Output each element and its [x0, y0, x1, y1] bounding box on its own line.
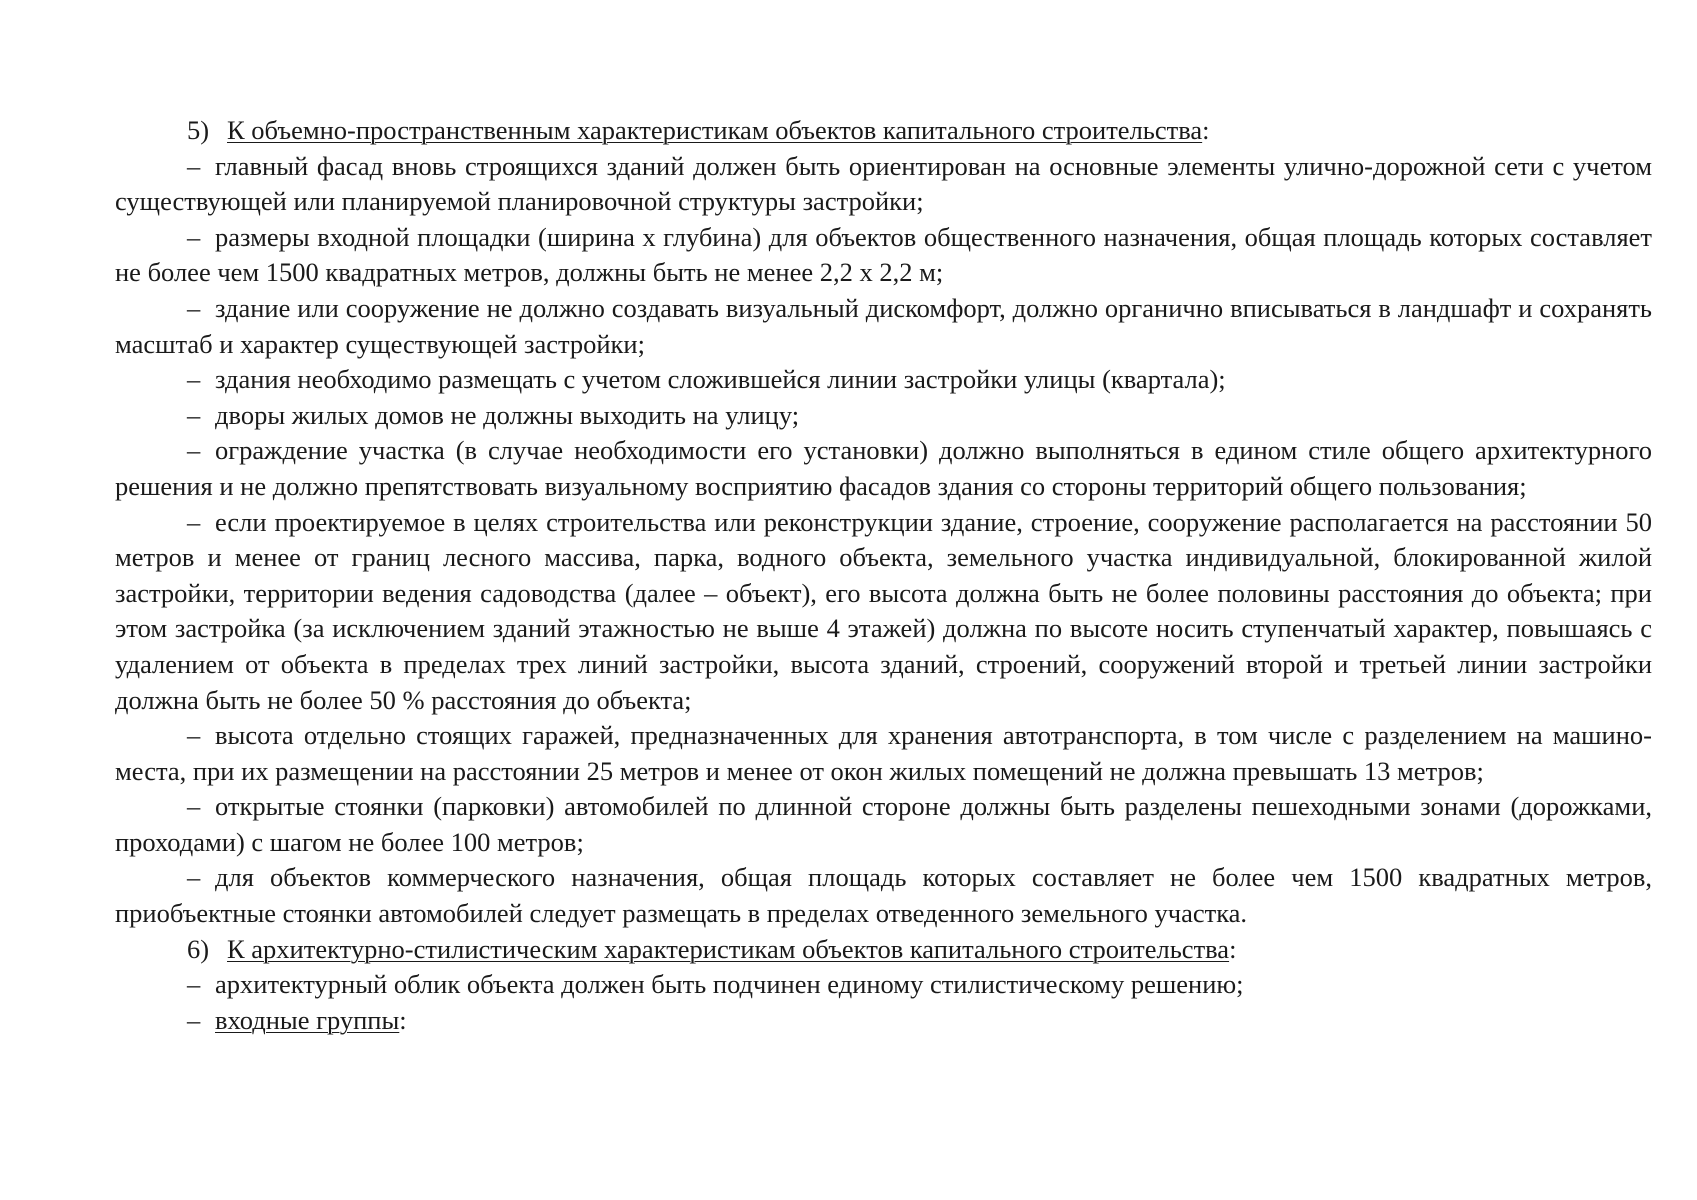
- section-6-heading: [115, 932, 1652, 968]
- section-5-number: 5): [187, 115, 210, 145]
- entrance-groups-label: входные группы: [215, 1004, 400, 1035]
- list-item: – здания необходимо размещать с учетом сложившейся линии застройки улицы (квартала);: [187, 364, 1226, 395]
- section-6-title: К архитектурно-стилистическим характеристикам объектов капитального строительства: [227, 933, 1230, 964]
- list-item: – дворы жилых домов не должны выходить на улицу;: [187, 399, 800, 430]
- list-item: – высота отдельно стоящих гаражей, предназначенных для хранения автотранспорта, в том числе с разделением на машино-места, при их размещении на расстоянии 25 метров и менее от окон жилых помещений не должна превышать 13 метров;: [115, 720, 1652, 786]
- list-item: – для объектов коммерческого назначения, общая площадь которых составляет не более чем 1500 квадратных метров, приобъектные стоянки автомобилей следует размещать в пределах отведенного земельного участка.: [115, 862, 1652, 929]
- section-5-title: К объемно-пространственным характеристикам объектов капитального строительства: [227, 115, 1203, 145]
- list-item: – открытые стоянки (парковки) автомобилей по длинной стороне должны быть разделены пешеходными зонами (дорожками, проходами) с шагом не более 100 метров;: [115, 791, 1652, 857]
- list-item: – главный фасад вновь строящихся зданий должен быть ориентирован на основные элементы улично-дорожной сети с учетом существующей или планируемой планировочной структуры застройки;: [115, 150, 1652, 217]
- document-page: [115, 113, 1652, 1038]
- section-5-heading: [115, 113, 1652, 149]
- list-item: – здание или сооружение не должно создавать визуальный дискомфорт, должно органично вписываться в ландшафт и сохранять масштаб и характер существующей застройки;: [115, 292, 1652, 359]
- section-5-title-suffix: :: [1202, 115, 1210, 145]
- list-item: – ограждение участка (в случае необходимости его установки) должно выполняться в едином стиле общего архитектурного решения и не должно препятствовать визуальному восприятию фасадов здания со стороны территорий общего пользования;: [115, 435, 1652, 501]
- list-item: – размеры входной площадки (ширина х глубина) для объектов общественного назначения, общая площадь которых составляет не более чем 1500 квадратных метров, должны быть не менее 2,2 х 2,2 м;: [115, 221, 1652, 288]
- section-6-number: 6): [187, 933, 210, 964]
- list-item: – если проектируемое в целях строительства или реконструкции здание, строение, сооружение располагается на расстоянии 50 метров и менее от границ лесного массива, парка, водного объекта, земельного участка индивидуальной, блокированной жилой застройки, территории ведения садоводства (далее – объект), его высота должна быть не более половины расстояния до объекта; при этом застройка (за исключением зданий этажностью не выше 4 этажей) должна по высоте носить ступенчатый характер, повышаясь с удалением от объекта в пределах трех линий застройки, высота зданий, строений, сооружений второй и третьей линии застройки должна быть не более 50 % расстояния до объекта;: [115, 506, 1652, 715]
- section-6-title-suffix: :: [1229, 933, 1237, 964]
- list-item: – архитектурный облик объекта должен быть подчинен единому стилистическому решению;: [187, 969, 1244, 1000]
- list-item: – входные группы:: [187, 1004, 407, 1035]
